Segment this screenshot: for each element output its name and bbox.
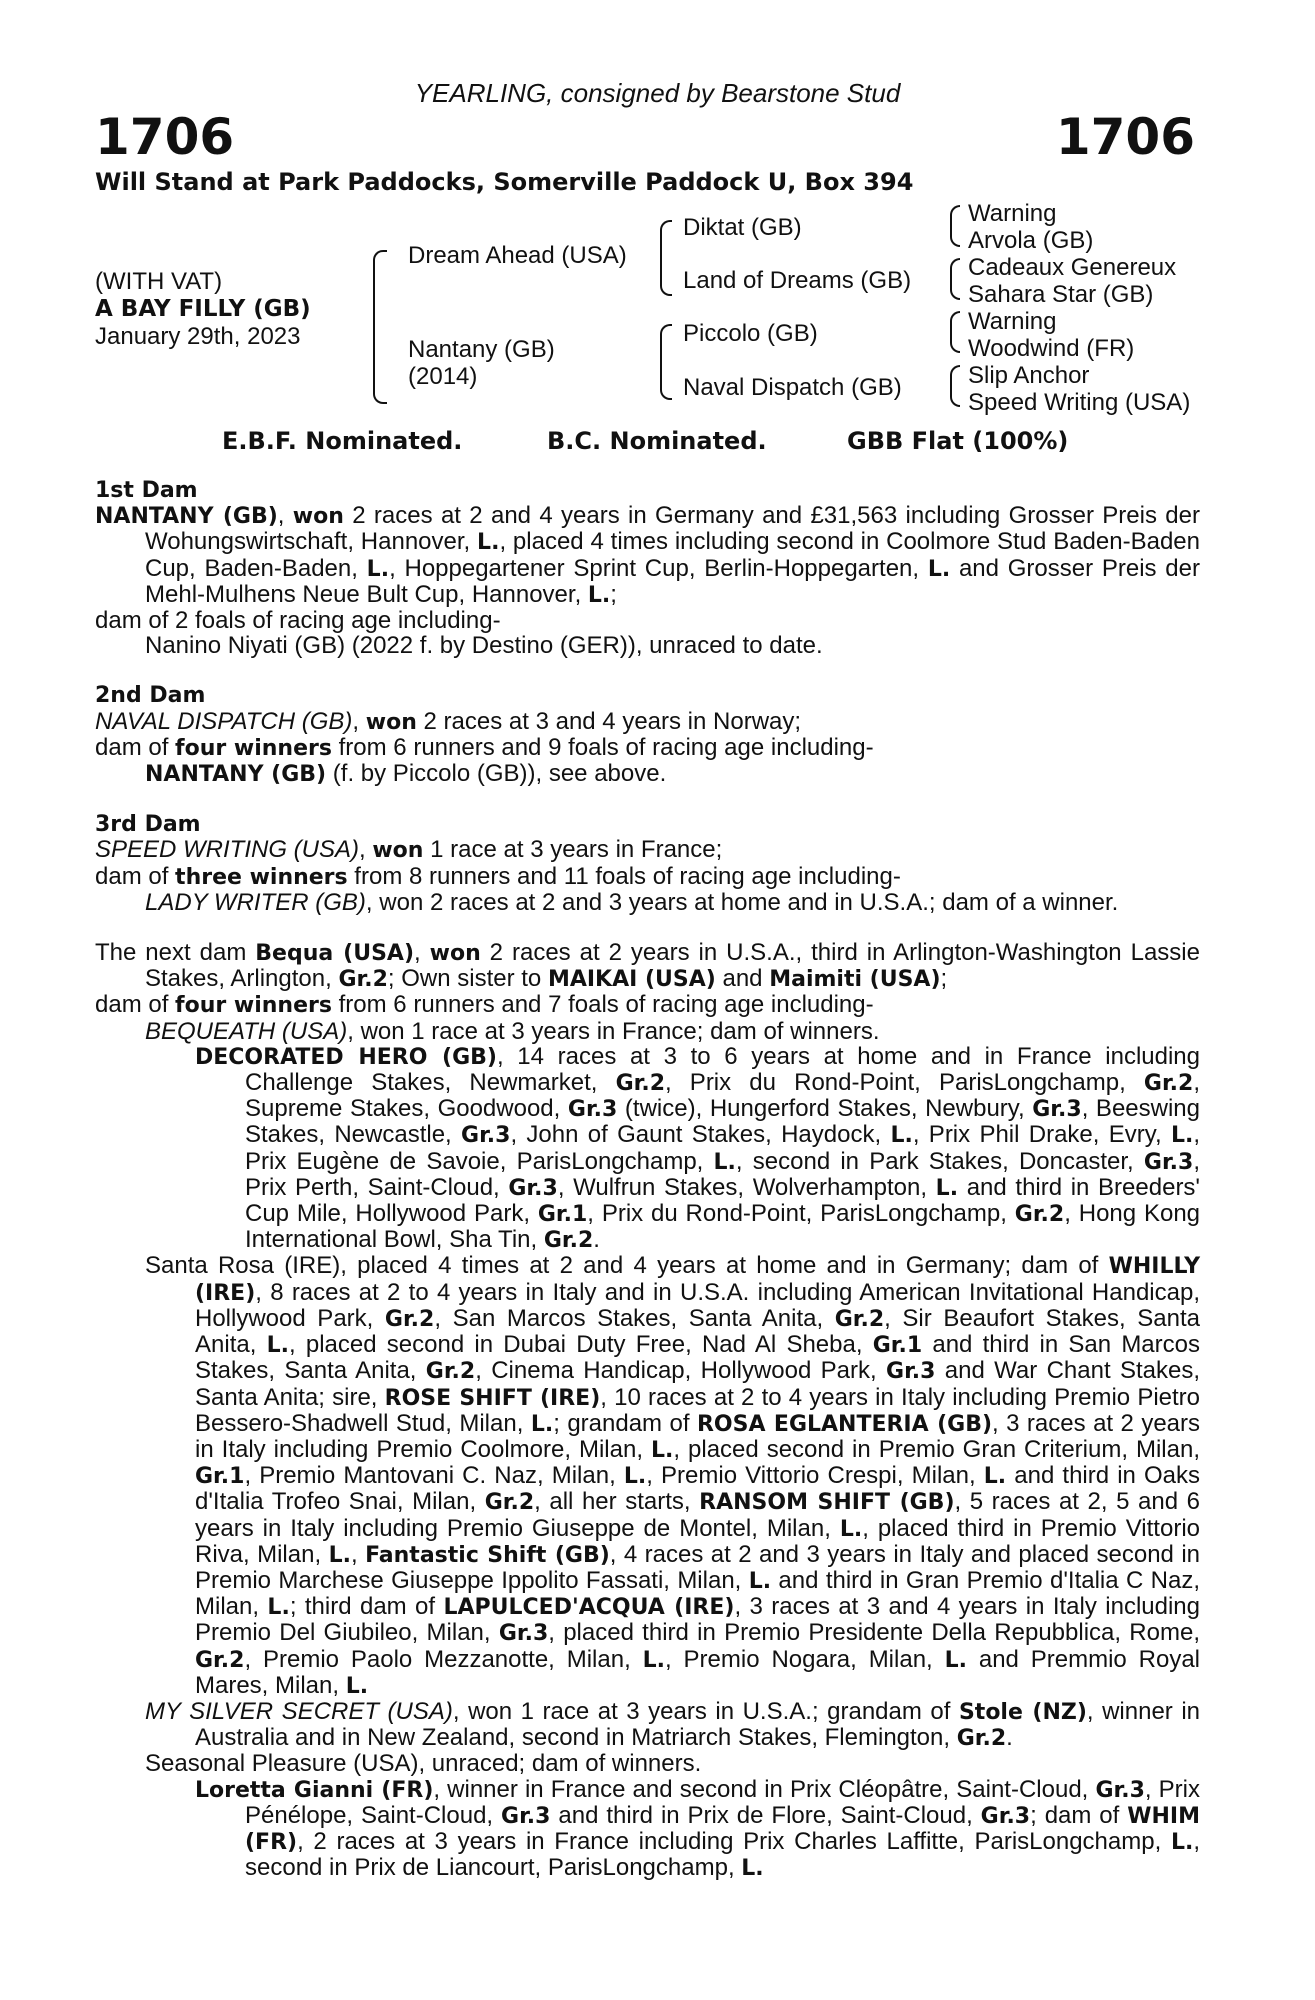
dam-name: NANTANY (GB): [95, 504, 278, 530]
horse-name: A BAY FILLY (GB): [95, 296, 311, 322]
ancestor-3: Cadeaux Genereux: [968, 254, 1177, 281]
sire-brace: [660, 220, 672, 296]
sire: Dream Ahead (USA): [408, 242, 627, 269]
second-dam-foals: dam of four winners from 6 runners and 9 foals of racing age including-: [95, 733, 874, 761]
first-dam-record: NANTANY (GB), won 2 races at 2 and 4 years in Germany and £31,563 including Grosser Preis der Wohungswirtschaft, Hannover, L., placed 4 times including second in Coolmore Stud Baden-Baden Cup, Baden-Baden, L., Hoppegartener Sprint Cup, Berlin-Hoppegarten, L. and Grosser Preis der Mehl-Mulhens Neue Bult Cup, Hannover, L.;: [95, 502, 1200, 608]
third-dam-heading: 3rd Dam: [95, 812, 201, 838]
progeny-entry: Nanino Niyati (GB) (2022 f. by Destino (GER)), unraced to date.: [145, 632, 823, 660]
stabling-location: Will Stand at Park Paddocks, Somerville Paddock U, Box 394: [95, 168, 914, 196]
gbb-flat: GBB Flat (100%): [847, 427, 1069, 455]
dam-name: SPEED WRITING (USA): [95, 836, 360, 864]
progeny-entry: LADY WRITER (GB), won 2 races at 2 and 3 years at home and in U.S.A.; dam of a winner.: [145, 888, 1119, 916]
lot-number-left: 1706: [95, 108, 235, 166]
gen3-brace-3: [950, 311, 960, 353]
decorated-hero-entry: DECORATED HERO (GB), 14 races at 3 to 6 years at home and in France including Challenge Stakes, Newmarket, Gr.2, Prix du Rond-Point, ParisLongchamp, Gr.2, Supreme Stakes, Goodwood, Gr.3 (twice), Hungerford Stakes, Newbury, Gr.3, Beeswing Stakes, Newcastle, Gr.3, John of Gaunt Stakes, Haydock, L., Prix Phil Drake, Evry, L., Prix Eugène de Savoie, ParisLongchamp, L., second in Park Stakes, Doncaster, Gr.3, Prix Perth, Saint-Cloud, Gr.3, Wulfrun Stakes, Wolverhampton, L. and third in Breeders' Cup Mile, Hollywood Park, Gr.1, Prix du Rond-Point, ParisLongchamp, Gr.2, Hong Kong International Bowl, Sha Tin, Gr.2.: [195, 1042, 1201, 1254]
santa-rosa-entry: Santa Rosa (IRE), placed 4 times at 2 and 4 years at home and in Germany; dam of WHILLY (IRE), 8 races at 2 to 4 years in Italy and in U.S.A. including American Invitational Handicap, Hollywood Park, Gr.2, San Marcos Stakes, Santa Anita, Gr.2, Sir Beaufort Stakes, Santa Anita, L., placed second in Dubai Duty Free, Nad Al Sheba, Gr.1 and third in San Marcos Stakes, Santa Anita, Gr.2, Cinema Handicap, Hollywood Park, Gr.3 and War Chant Stakes, Santa Anita; sire, ROSE SHIFT (IRE), 10 races at 2 to 4 years in Italy including Premio Pietro Bessero-Shadwell Stud, Milan, L.; grandam of ROSA EGLANTERIA (GB), 3 races at 2 years in Italy including Premio Coolmore, Milan, L., placed second in Premio Gran Criterium, Milan, Gr.1, Premio Mantovani C. Naz, Milan, L., Premio Vittorio Crespi, Milan, L. and third in Oaks d'Italia Trofeo Snai, Milan, Gr.2, all her starts, RANSOM SHIFT (GB), 5 races at 2, 5 and 6 years in Italy including Premio Giuseppe de Montel, Milan, L., placed third in Premio Vittorio Riva, Milan, L., Fantastic Shift (GB), 4 races at 2 and 3 years in Italy and placed second in Premio Marchese Giuseppe Ippolito Fassati, Milan, L. and third in Gran Premio d'Italia C Naz, Milan, L.; third dam of LAPULCED'ACQUA (IRE), 3 races at 3 and 4 years in Italy including Premio Del Giubileo, Milan, Gr.3, placed third in Premio Presidente Della Repubblica, Rome, Gr.2, Premio Paolo Mezzanotte, Milan, L., Premio Nogara, Milan, L. and Premmio Royal Mares, Milan, L.: [145, 1252, 1201, 1699]
consignment-line: YEARLING, consigned by Bearstone Stud: [414, 78, 901, 108]
catalogue-body: [95, 478, 1200, 1881]
ancestor-1: Warning: [968, 200, 1057, 227]
dam: Nantany (GB): [408, 336, 555, 363]
foaling-date: January 29th, 2023: [95, 323, 301, 350]
progeny-entry: BEQUEATH (USA), won 1 race at 3 years in France; dam of winners.: [145, 1017, 880, 1045]
ancestor-4: Sahara Star (GB): [968, 281, 1154, 308]
dam-year: (2014): [408, 363, 478, 390]
second-dam-record: NAVAL DISPATCH (GB), won 2 races at 3 and 4 years in Norway;: [95, 707, 802, 735]
sire-dam: Land of Dreams (GB): [683, 267, 912, 294]
ancestor-5: Warning: [968, 308, 1057, 335]
sire-sire: Diktat (GB): [683, 214, 802, 241]
third-dam-record: SPEED WRITING (USA), won 1 race at 3 years in France;: [95, 836, 723, 864]
next-dam-foals: dam of four winners from 6 runners and 7 foals of racing age including-: [95, 991, 874, 1019]
gen3-brace-2: [950, 258, 960, 300]
ancestor-8: Speed Writing (USA): [968, 389, 1191, 416]
dam-brace: [660, 324, 672, 400]
lot-number-right: 1706: [1055, 108, 1195, 166]
second-dam-heading: 2nd Dam: [95, 683, 206, 709]
vat-label: (WITH VAT): [95, 268, 223, 295]
pedigree-brace: [373, 250, 387, 404]
next-dam-record: The next dam Bequa (USA), won 2 races at 2 years in U.S.A., third in Arlington-Washington Lassie Stakes, Arlington, Gr.2; Own sister to MAIKAI (USA) and Maimiti (USA);: [95, 939, 1200, 993]
loretta-gianni-entry: Loretta Gianni (FR), winner in France and second in Prix Cléopâtre, Saint-Cloud, Gr.3, Prix Pénélope, Saint-Cloud, Gr.3 and third in Prix de Flore, Saint-Cloud, Gr.3; dam of WHIM (FR), 2 races at 3 years in France including Prix Charles Laffitte, ParisLongchamp, L., second in Prix de Liancourt, ParisLongchamp, L.: [195, 1775, 1201, 1882]
first-dam-heading: 1st Dam: [95, 478, 198, 503]
won-label: won: [292, 504, 344, 530]
ebf-nomination: E.B.F. Nominated.: [222, 427, 463, 455]
dam-name: NAVAL DISPATCH (GB): [95, 707, 353, 735]
my-silver-secret-entry: MY SILVER SECRET (USA), won 1 race at 3 years in U.S.A.; grandam of Stole (NZ), winner in Australia and in New Zealand, second in Matriarch Stakes, Flemington, Gr.2.: [145, 1697, 1200, 1752]
ancestor-7: Slip Anchor: [968, 362, 1090, 389]
seasonal-pleasure-entry: Seasonal Pleasure (USA), unraced; dam of winners.: [145, 1750, 702, 1778]
gen3-brace-4: [950, 365, 960, 407]
dam-sire: Piccolo (GB): [683, 320, 818, 347]
first-dam-foals: dam of 2 foals of racing age including-: [95, 607, 501, 635]
ancestor-6: Woodwind (FR): [968, 335, 1135, 362]
dam-dam: Naval Dispatch (GB): [683, 374, 902, 401]
gen3-brace-1: [950, 205, 960, 247]
progeny-entry: NANTANY (GB) (f. by Piccolo (GB)), see above.: [145, 760, 667, 788]
third-dam-foals: dam of three winners from 8 runners and 11 foals of racing age including-: [95, 862, 901, 890]
ancestor-2: Arvola (GB): [968, 227, 1094, 254]
bc-nomination: B.C. Nominated.: [547, 427, 767, 455]
